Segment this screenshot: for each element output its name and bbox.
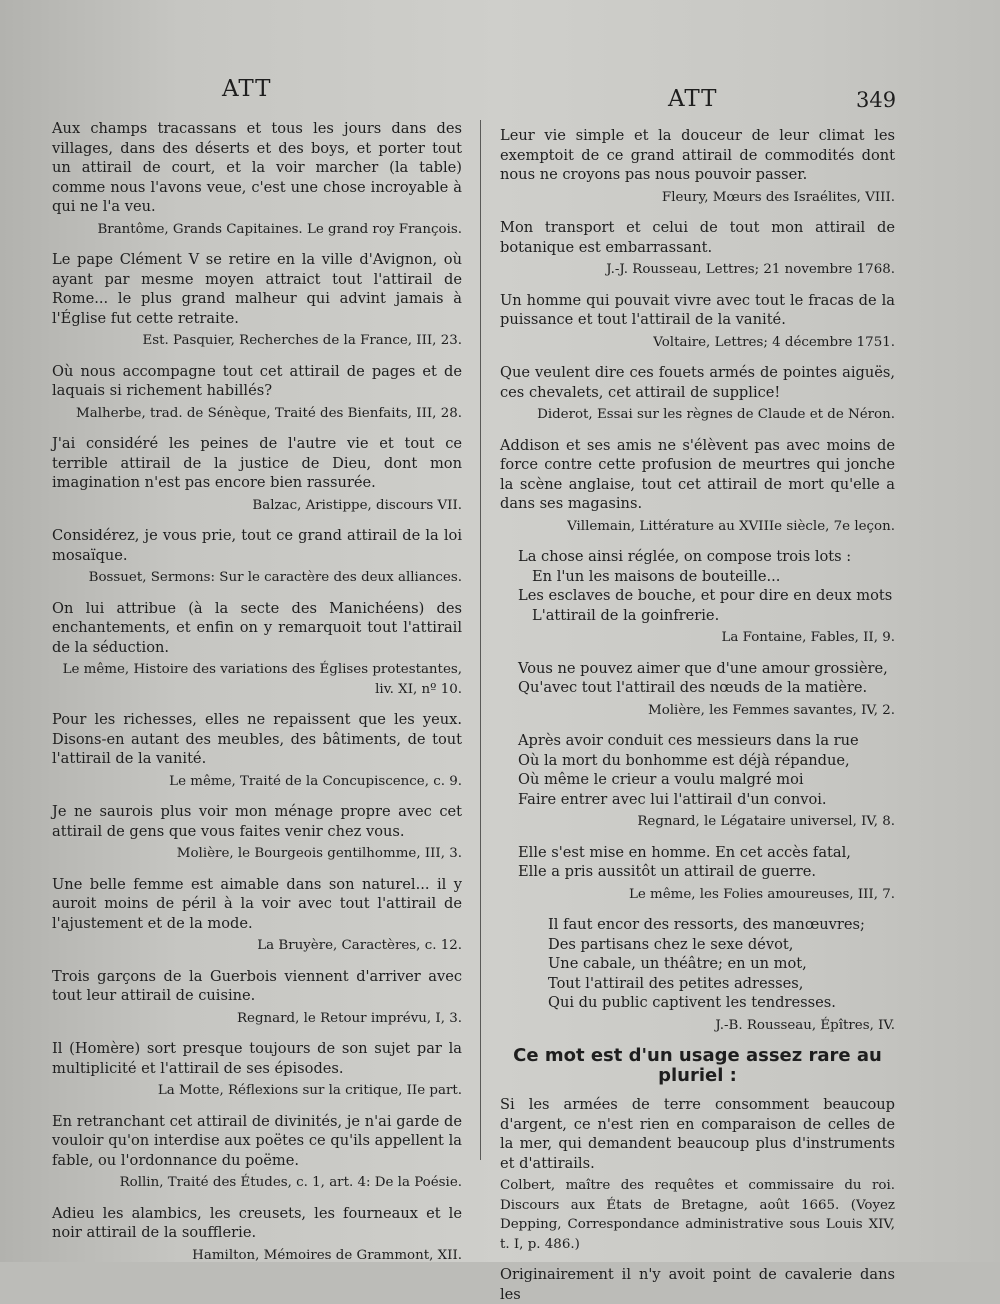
verse-line: Les esclaves de bouche, et pour dire en deux mots — [518, 587, 893, 604]
verse-block — [500, 843, 895, 905]
citation: Malherbe, trad. de Sénèque, Traité des Bienfaits, III, 28. — [76, 405, 462, 421]
quotation: Un homme qui pouvait vivre avec tout le fracas de la puissance et tout l'attirail de la vanité. — [500, 291, 895, 328]
running-head-left: ATT — [222, 76, 272, 102]
quotation: Une belle femme est aimable dans son naturel... il y auroit moins de péril à la voir avec tout l'attirail de l'ajustement et de la mode. — [52, 875, 462, 932]
verse-block — [500, 659, 895, 721]
verse-line: L'attirail de la goinfrerie. — [532, 606, 720, 624]
verse-line: Une cabale, un théâtre; en un mot, — [548, 955, 807, 972]
section-heading: Ce mot est d'un usage assez rare au pluriel : — [513, 1045, 882, 1086]
quotation: Leur vie simple et la douceur de leur climat les exemptoit de ce grand attirail de commodités dont nous ne croyons pas nous pouvoir passer. — [500, 127, 895, 183]
citation: Fleury, Mœurs des Israélites, VIII. — [661, 189, 895, 205]
citation: Balzac, Aristippe, discours VII. — [252, 497, 462, 513]
verse-line: Où la mort du bonhomme est déjà répandue, — [518, 751, 850, 769]
verse-line: Après avoir conduit ces messieurs dans la rue — [518, 732, 859, 749]
quotation: Adieu les alambics, les creusets, les fourneaux et le noir attirail de la soufflerie. — [52, 1204, 462, 1241]
citation: Hamilton, Mémoires de Grammont, XII. — [192, 1247, 462, 1263]
quotation: En retranchant cet attirail de divinités, je n'ai garde de vouloir qu'on interdise aux poëtes ce qu'ils appellent la fable, ou l'ordonnance du poëme. — [52, 1112, 462, 1169]
verse-line: Faire entrer avec lui l'attirail d'un convoi. — [518, 790, 827, 808]
citation: Villemain, Littérature au XVIIIe siècle, 7e leçon. — [567, 518, 895, 534]
citation: Le même, les Folies amoureuses, III, 7. — [628, 886, 895, 902]
quotation: Addison et ses amis ne s'élèvent pas avec moins de force contre cette profusion de meurtres qui jonche la scène anglaise, tout cet attirail de mort qu'elle a dans ses magasins. — [500, 436, 895, 512]
citation: Molière, le Bourgeois gentilhomme, III, 3. — [176, 846, 462, 861]
citation: Voltaire, Lettres; 4 décembre 1751. — [653, 334, 895, 350]
verse-line: Elle a pris aussitôt un attirail de guerre. — [518, 863, 817, 880]
citation: Molière, les Femmes savantes, IV, 2. — [648, 702, 895, 718]
verse-line: La chose ainsi réglée, on compose trois lots : — [518, 548, 852, 565]
continuation-line: Originairement il n'y avoit point de cavalerie dans les — [500, 1266, 895, 1303]
column-divider — [480, 120, 481, 1160]
quotation: Le pape Clément V se retire en la ville d'Avignon, où ayant par mesme moyen attraict tout l'attirail de Rome... le plus grand malheur qui advint jamais à l'Église fut cette retraite. — [52, 251, 462, 327]
quotation: J'ai considéré les peines de l'autre vie et tout ce terrible attirail de la justice de Dieu, dont mon imagination n'est pas encore bien rassurée. — [52, 435, 462, 491]
verse-block — [500, 547, 895, 648]
citation: J.-B. Rousseau, Épîtres, IV. — [715, 1017, 895, 1033]
quotation: Que veulent dire ces fouets armés de pointes aiguës, ces chevalets, cet attirail de supplice! — [500, 364, 895, 401]
citation: Diderot, Essai sur les règnes de Claude et de Néron. — [537, 407, 895, 422]
citation: La Bruyère, Caractères, c. 12. — [257, 938, 462, 953]
citation: La Motte, Réflexions sur la critique, IIe part. — [157, 1083, 462, 1098]
citation: Rollin, Traité des Études, c. 1, art. 4: De la Poésie. — [119, 1175, 462, 1190]
verse-line: Qu'avec tout l'attirail des nœuds de la matière. — [518, 679, 868, 696]
verse-line: Où même le crieur a voulu malgré moi — [518, 771, 804, 788]
quotation: Considérez, je vous prie, tout ce grand attirail de la loi mosaïque. — [52, 527, 462, 564]
right-column — [500, 126, 895, 1304]
running-head-right: ATT — [668, 86, 718, 112]
citation: Regnard, le Retour imprévu, I, 3. — [236, 1010, 462, 1026]
verse-block — [500, 915, 895, 1035]
verse-line: Des partisans chez le sexe dévot, — [548, 935, 794, 953]
quotation: Où nous accompagne tout cet attirail de pages et de laquais si richement habillés? — [52, 362, 462, 399]
verse-line: Tout l'attirail des petites adresses, — [548, 974, 804, 992]
verse-line: Il faut encor des ressorts, des manœuvres; — [548, 916, 865, 933]
quotation: Mon transport et celui de tout mon attirail de botanique est embarrassant. — [500, 219, 895, 256]
citation: Regnard, le Légataire universel, IV, 8. — [637, 814, 895, 829]
quotation: Il (Homère) sort presque toujours de son sujet par la multiplicité et l'attirail de ses épisodes. — [52, 1040, 462, 1077]
citation: J.-J. Rousseau, Lettres; 21 novembre 1768. — [606, 262, 895, 277]
quotation: Si les armées de terre consomment beaucoup d'argent, ce n'est rien en comparaison de celles de la mer, qui demandent beaucoup plus d'instruments et d'attirails. — [500, 1096, 895, 1172]
citation: Le même, Traité de la Concupiscence, c. 9. — [169, 773, 462, 789]
left-column — [52, 119, 462, 1276]
verse-line: Qui du public captivent les tendresses. — [548, 994, 836, 1011]
quotation: Je ne saurois plus voir mon ménage propre avec cet attirail de gens que vous faites venir chez vous. — [52, 803, 462, 840]
quotation: Trois garçons de la Guerbois viennent d'arriver avec tout leur attirail de cuisine. — [52, 967, 462, 1004]
citation: Brantôme, Grands Capitaines. Le grand roy François. — [97, 221, 462, 237]
quotation: Aux champs tracassans et tous les jours dans des villages, dans des déserts et des boys, et porter tout un attirail de court, et la voir marcher (la table) comme nous l'avons veue, c'est une chose incroyable à qui ne l'a veu. — [52, 120, 462, 215]
verse-line: Elle s'est mise en homme. En cet accès fatal, — [518, 843, 851, 861]
quotation: Pour les richesses, elles ne repaissent que les yeux. Disons-en autant des meubles, des bâtiments, de tout l'attirail de la vanité. — [52, 711, 462, 767]
verse-line: Vous ne pouvez aimer que d'une amour grossière, — [518, 659, 888, 677]
citation: Est. Pasquier, Recherches de la France, III, 23. — [142, 333, 462, 348]
citation: Colbert, maître des requêtes et commissaire du roi. Discours aux États de Bretagne, août 1665. (Voyez Depping, Correspondance administrative sous Louis XIV, t. I, p. 486.) — [500, 1178, 895, 1252]
citation: Le même, Histoire des variations des Églises protestantes, liv. XI, nº 10. — [62, 662, 462, 697]
verse-block — [500, 731, 895, 832]
verse-line: En l'un les maisons de bouteille... — [532, 567, 781, 585]
quotation: On lui attribue (à la secte des Manichéens) des enchantements, et enfin on y remarquoit tout l'attirail de la séduction. — [52, 599, 462, 656]
citation: Bossuet, Sermons: Sur le caractère des deux alliances. — [88, 570, 462, 585]
citation: La Fontaine, Fables, II, 9. — [721, 630, 895, 645]
page-number: 349 — [856, 88, 897, 112]
